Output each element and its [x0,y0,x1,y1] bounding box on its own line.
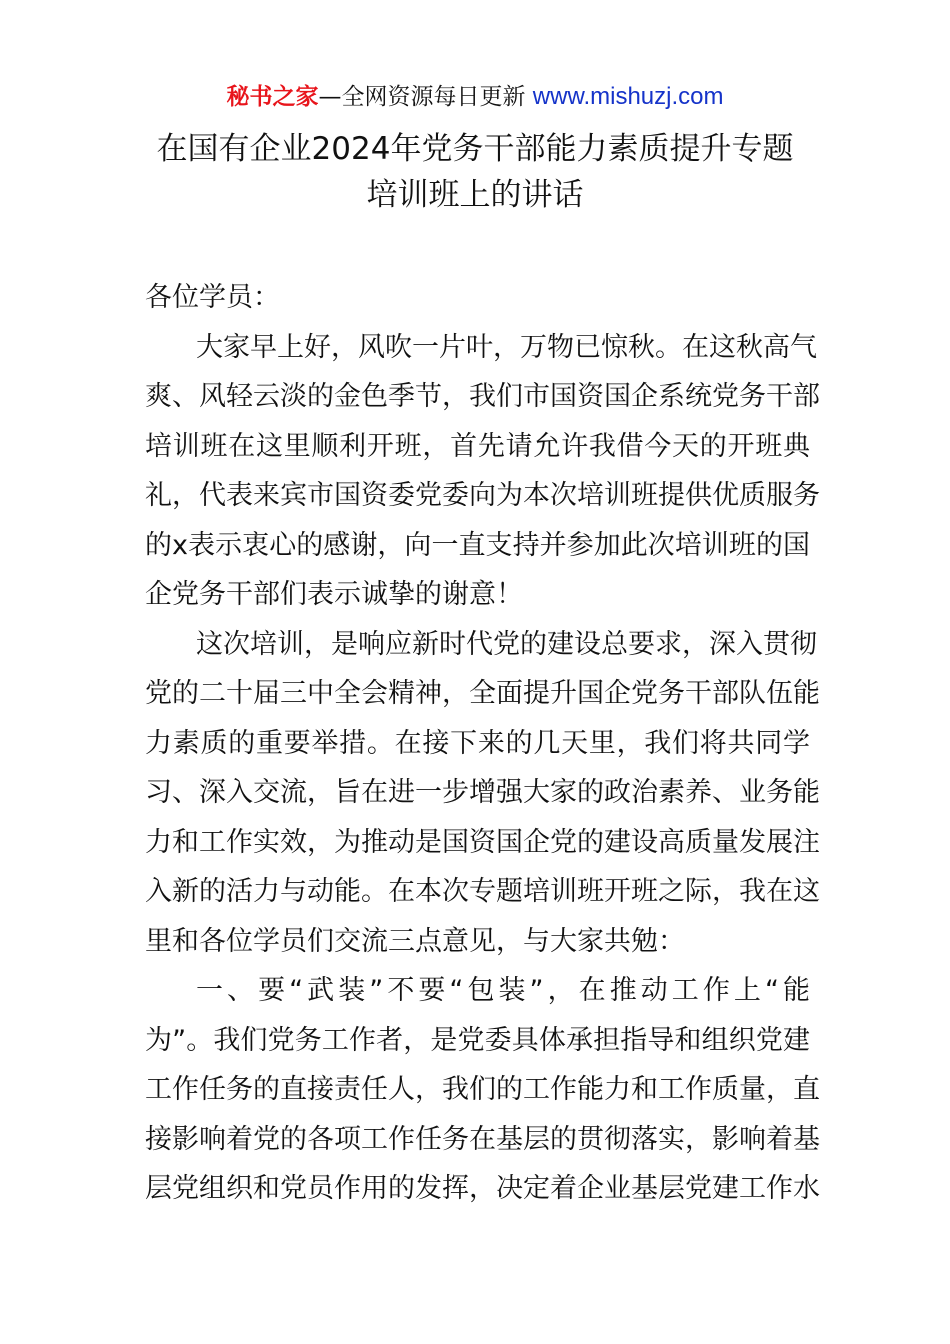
paragraph-line: 礼，代表来宾市国资委党委向为本次培训班提供优质服务 [145,480,820,511]
paragraph-line: 一、要“武装”不要“包装”，在推动工作上“能 [196,975,810,1006]
paragraph-line: 为”。我们党务工作者，是党委具体承担指导和组织党建 [145,1024,810,1056]
paragraph-line: 爽、风轻云淡的金色季节，我们市国资国企系统党务干部 [145,381,820,412]
document-title [0,126,950,218]
page-header [0,80,950,114]
paragraph-line: 企党务干部们表示诚挚的谢意！ [145,579,523,610]
paragraph-1 [145,323,820,620]
site-url-link[interactable]: www.mishuzj.com [532,83,724,110]
paragraph-line: 大家早上好，风吹一片叶，万物已惊秋。在这秋高气 [196,331,817,363]
paragraph-line: 里和各位学员们交流三点意见，与大家共勉： [145,925,685,957]
paragraph-3 [145,966,820,1214]
paragraph-line: 接影响着党的各项工作任务在基层的贯彻落实，影响着基 [145,1123,820,1155]
paragraph-line: 力和工作实效，为推动是国资国企党的建设高质量发展注 [145,826,820,858]
paragraph-line: 这次培训，是响应新时代党的建设总要求，深入贯彻 [196,628,817,660]
brand-name: 秘书之家 [226,84,319,110]
paragraph-line: 培训班在这里顺利开班，首先请允许我借今天的开班典 [145,430,810,462]
header-tagline: —全网资源每日更新 [318,84,526,110]
title-line-2: 培训班上的讲话 [366,177,584,213]
paragraph-line: 党的二十届三中全会精神，全面提升国企党务干部队伍能 [145,678,820,709]
salutation: 各位学员： [145,282,280,313]
paragraph-2 [145,620,820,967]
paragraph-line: 入新的活力与动能。在本次专题培训班开班之际，我在这 [145,876,820,907]
paragraph-line: 工作任务的直接责任人，我们的工作能力和工作质量，直 [145,1074,820,1105]
paragraph-line: 力素质的重要举措。在接下来的几天里，我们将共同学 [145,727,810,759]
paragraph-line: 的x表示衷心的感谢，向一直支持并参加此次培训班的国 [145,529,810,561]
paragraph-line: 习、深入交流，旨在进一步增强大家的政治素养、业务能 [145,777,820,808]
title-line-1: 在国有企业2024年党务干部能力素质提升专题 [156,131,794,167]
paragraph-line: 层党组织和党员作用的发挥，决定着企业基层党建工作水 [145,1173,820,1204]
document-body [145,273,820,1214]
